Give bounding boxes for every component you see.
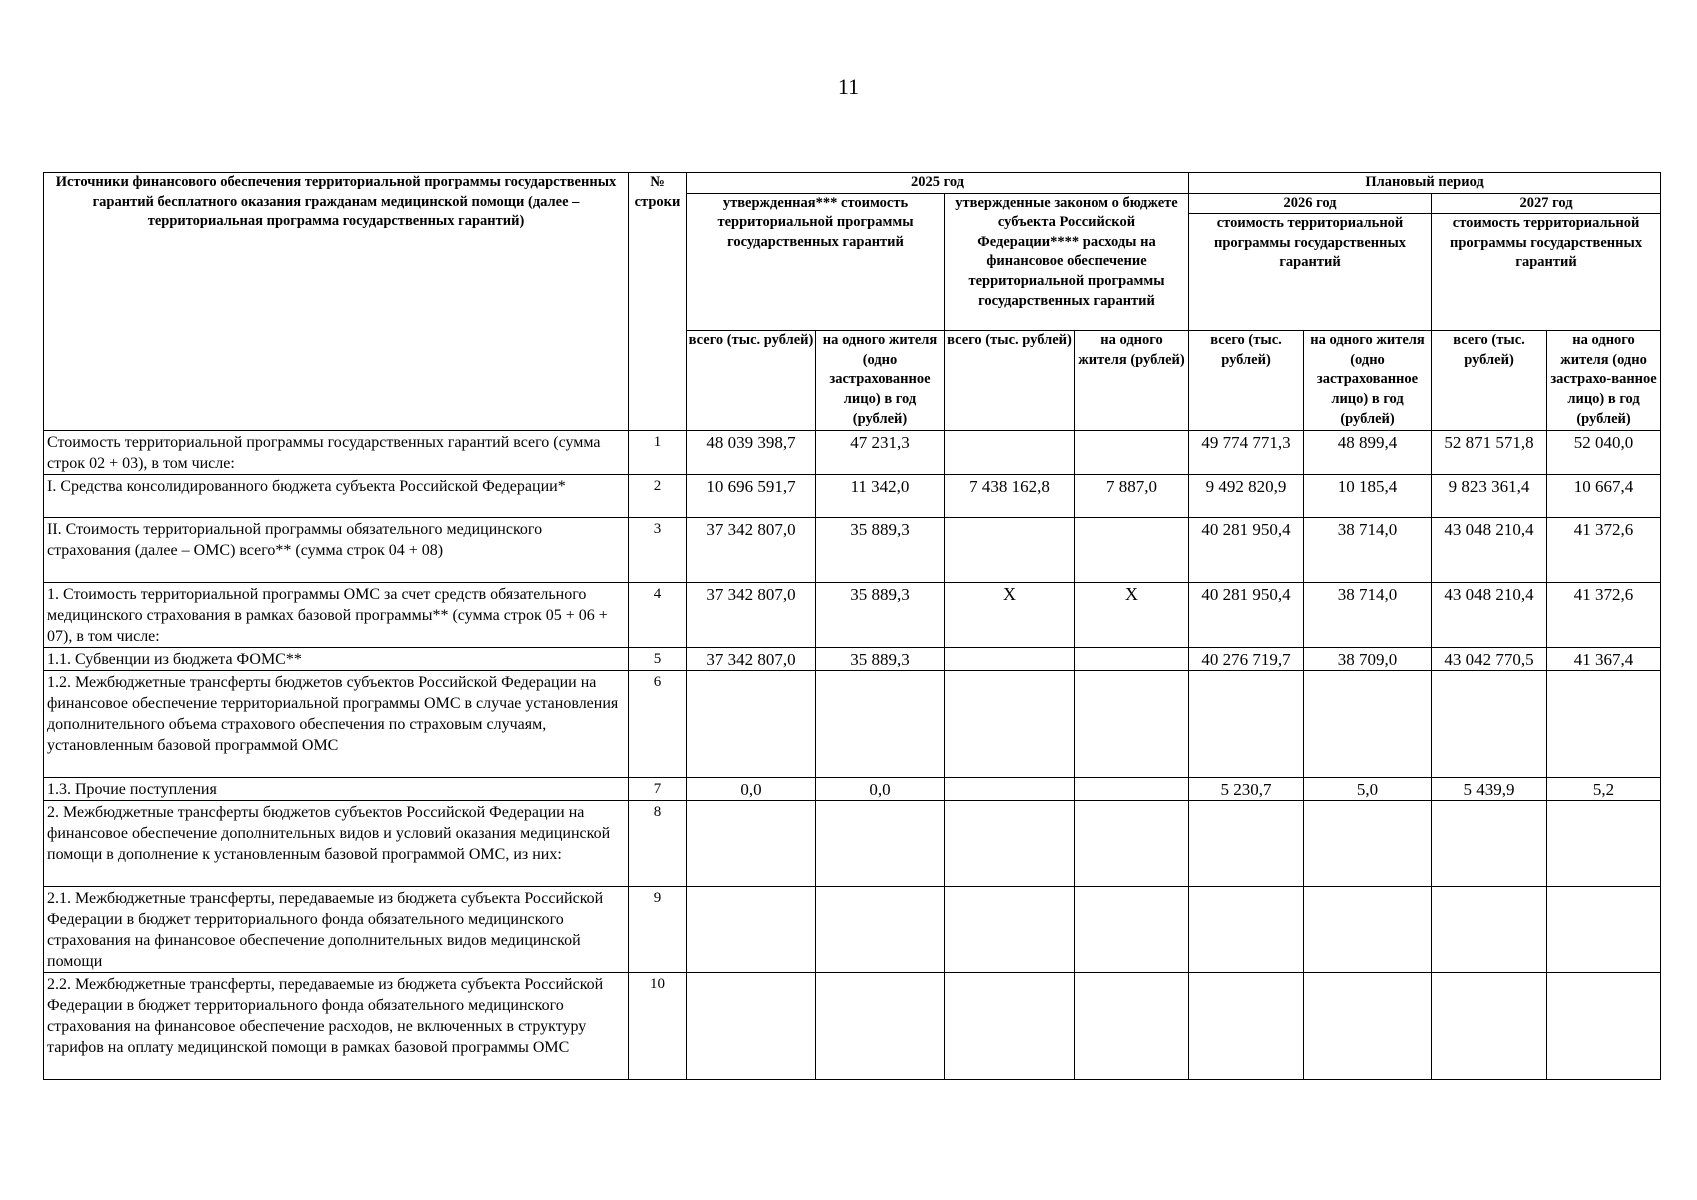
row-label: 1.3. Прочие поступления (44, 778, 629, 801)
header-approved-by-law: утвержденные законом о бюджете субъекта Российской Федерации**** расходы на финансовое обеспечение территориальной программы государственных гарантий (945, 193, 1189, 331)
value-per-insured-2026: 38 709,0 (1304, 648, 1432, 671)
value-total-2026 (1189, 973, 1304, 1080)
value-total-2025: 37 342 807,0 (687, 648, 816, 671)
value-per-insured-2026: 5,0 (1304, 778, 1432, 801)
table-row (44, 648, 1661, 671)
header-total-2026: всего (тыс. рублей) (1189, 331, 1304, 431)
row-label: 2.1. Межбюджетные трансферты, передаваемые из бюджета субъекта Российской Федерации в бюджет территориального фонда обязательного медицинского страхования на финансовое обеспечение дополнительных видов медицинской помощи (44, 887, 629, 973)
value-total-2027: 43 048 210,4 (1432, 518, 1547, 583)
header-approved-cost: утвержденная*** стоимость территориальной программы государственных гарантий (687, 193, 945, 331)
table-row (44, 801, 1661, 887)
value-total-2026: 40 281 950,4 (1189, 518, 1304, 583)
header-cost-2026: стоимость территориальной программы государственных гарантий (1189, 214, 1432, 331)
financing-table (43, 172, 1661, 1080)
value-total-2025: 37 342 807,0 (687, 518, 816, 583)
header-per-resident-law: на одного жителя (рублей) (1075, 331, 1189, 431)
row-number: 7 (629, 778, 687, 801)
value-total-2026 (1189, 671, 1304, 778)
table-row (44, 431, 1661, 475)
value-per-insured-2026 (1304, 973, 1432, 1080)
value-total-law: X (945, 583, 1075, 648)
header-per-insured-2025: на одного жителя (одно застрахованное лицо) в год (рублей) (816, 331, 945, 431)
value-per-insured-2027: 41 372,6 (1547, 518, 1661, 583)
row-label: 1.2. Межбюджетные трансферты бюджетов субъектов Российской Федерации на финансовое обеспечение территориальной программы ОМС в случае установления дополнительного объема страхового обеспечения по страховым случаям, установленным базовой программой ОМС (44, 671, 629, 778)
value-per-insured-2025: 35 889,3 (816, 583, 945, 648)
row-number: 3 (629, 518, 687, 583)
value-per-insured-2026: 38 714,0 (1304, 583, 1432, 648)
header-planning-period: Плановый период (1189, 173, 1661, 194)
value-per-resident-law (1075, 431, 1189, 475)
header-sources: Источники финансового обеспечения территориальной программы государственных гарантий бесплатного оказания гражданам медицинской помощи (далее – территориальная программа государственных гарантий) (44, 173, 629, 431)
header-total-law: всего (тыс. рублей) (945, 331, 1075, 431)
row-number: 10 (629, 973, 687, 1080)
value-total-law (945, 671, 1075, 778)
value-total-law (945, 801, 1075, 887)
table-row (44, 518, 1661, 583)
value-total-law (945, 973, 1075, 1080)
row-label: Стоимость территориальной программы государственных гарантий всего (сумма строк 02 + 03), в том числе: (44, 431, 629, 475)
value-total-2025: 37 342 807,0 (687, 583, 816, 648)
value-per-insured-2027: 41 367,4 (1547, 648, 1661, 671)
value-total-2026: 5 230,7 (1189, 778, 1304, 801)
value-per-insured-2027: 52 040,0 (1547, 431, 1661, 475)
value-per-insured-2025: 11 342,0 (816, 475, 945, 518)
value-per-insured-2025: 35 889,3 (816, 648, 945, 671)
value-total-2027: 52 871 571,8 (1432, 431, 1547, 475)
value-per-insured-2027: 5,2 (1547, 778, 1661, 801)
value-total-law (945, 431, 1075, 475)
row-number: 6 (629, 671, 687, 778)
value-per-insured-2027: 10 667,4 (1547, 475, 1661, 518)
value-total-2027 (1432, 671, 1547, 778)
header-row-number: № строки (629, 173, 687, 431)
table-row (44, 671, 1661, 778)
value-total-law (945, 648, 1075, 671)
value-total-2025 (687, 887, 816, 973)
table-row (44, 887, 1661, 973)
row-label: 1.1. Субвенции из бюджета ФОМС** (44, 648, 629, 671)
value-total-2025 (687, 801, 816, 887)
value-per-insured-2025 (816, 671, 945, 778)
value-total-law (945, 518, 1075, 583)
row-label: 2.2. Межбюджетные трансферты, передаваемые из бюджета субъекта Российской Федерации в бюджет территориального фонда обязательного медицинского страхования на финансовое обеспечение расходов, не включенных в структуру тарифов на оплату медицинской помощи в рамках базовой программы ОМС (44, 973, 629, 1080)
value-per-insured-2025: 35 889,3 (816, 518, 945, 583)
value-per-insured-2025 (816, 887, 945, 973)
value-total-law (945, 778, 1075, 801)
value-total-2026: 49 774 771,3 (1189, 431, 1304, 475)
value-per-insured-2027 (1547, 973, 1661, 1080)
value-total-2027 (1432, 887, 1547, 973)
value-total-2025: 10 696 591,7 (687, 475, 816, 518)
header-year-2026: 2026 год (1189, 193, 1432, 214)
header-year-2025: 2025 год (687, 173, 1189, 194)
row-number: 9 (629, 887, 687, 973)
row-number: 4 (629, 583, 687, 648)
value-total-2025: 48 039 398,7 (687, 431, 816, 475)
table-row (44, 973, 1661, 1080)
value-per-insured-2027 (1547, 887, 1661, 973)
value-per-insured-2025: 0,0 (816, 778, 945, 801)
value-per-resident-law (1075, 778, 1189, 801)
row-number: 8 (629, 801, 687, 887)
value-total-2026: 40 281 950,4 (1189, 583, 1304, 648)
value-per-insured-2027 (1547, 671, 1661, 778)
row-number: 5 (629, 648, 687, 671)
value-total-law (945, 887, 1075, 973)
value-per-resident-law (1075, 973, 1189, 1080)
value-per-resident-law (1075, 887, 1189, 973)
value-total-2027: 9 823 361,4 (1432, 475, 1547, 518)
value-per-insured-2026: 48 899,4 (1304, 431, 1432, 475)
value-per-insured-2026 (1304, 887, 1432, 973)
header-cost-2027: стоимость территориальной программы государственных гарантий (1432, 214, 1661, 331)
value-per-insured-2026 (1304, 671, 1432, 778)
value-per-insured-2025 (816, 973, 945, 1080)
page-number: 11 (837, 74, 860, 99)
header-year-2027: 2027 год (1432, 193, 1661, 214)
value-total-2025 (687, 973, 816, 1080)
header-total-2027: всего (тыс. рублей) (1432, 331, 1547, 431)
row-label: 1. Стоимость территориальной программы ОМС за счет средств обязательного медицинского страхования в рамках базовой программы** (сумма строк 05 + 06 + 07), в том числе: (44, 583, 629, 648)
value-total-2027: 5 439,9 (1432, 778, 1547, 801)
row-number: 1 (629, 431, 687, 475)
value-total-2025 (687, 671, 816, 778)
header-per-insured-2026: на одного жителя (одно застрахованное лицо) в год (рублей) (1304, 331, 1432, 431)
value-total-2026 (1189, 887, 1304, 973)
value-per-insured-2026: 10 185,4 (1304, 475, 1432, 518)
value-per-resident-law (1075, 648, 1189, 671)
value-per-insured-2025: 47 231,3 (816, 431, 945, 475)
table-row (44, 475, 1661, 518)
value-per-resident-law (1075, 518, 1189, 583)
value-total-2025: 0,0 (687, 778, 816, 801)
value-total-law: 7 438 162,8 (945, 475, 1075, 518)
value-per-insured-2027 (1547, 801, 1661, 887)
value-total-2026 (1189, 801, 1304, 887)
value-total-2027 (1432, 973, 1547, 1080)
value-per-insured-2026 (1304, 801, 1432, 887)
row-number: 2 (629, 475, 687, 518)
value-per-insured-2025 (816, 801, 945, 887)
header-per-insured-2027: на одного жителя (одно застрахо-ванное лицо) в год (рублей) (1547, 331, 1661, 431)
value-total-2026: 40 276 719,7 (1189, 648, 1304, 671)
value-per-insured-2027: 41 372,6 (1547, 583, 1661, 648)
value-per-resident-law (1075, 801, 1189, 887)
table-row (44, 778, 1661, 801)
value-per-resident-law: X (1075, 583, 1189, 648)
row-label: II. Стоимость территориальной программы обязательного медицинского страхования (далее – ОМС) всего** (сумма строк 04 + 08) (44, 518, 629, 583)
value-total-2026: 9 492 820,9 (1189, 475, 1304, 518)
value-per-insured-2026: 38 714,0 (1304, 518, 1432, 583)
value-total-2027: 43 048 210,4 (1432, 583, 1547, 648)
value-total-2027 (1432, 801, 1547, 887)
value-per-resident-law: 7 887,0 (1075, 475, 1189, 518)
row-label: I. Средства консолидированного бюджета субъекта Российской Федерации* (44, 475, 629, 518)
row-label: 2. Межбюджетные трансферты бюджетов субъектов Российской Федерации на финансовое обеспечение дополнительных видов и условий оказания медицинской помощи в дополнение к установленным базовой программой ОМС, из них: (44, 801, 629, 887)
table-row (44, 583, 1661, 648)
value-per-resident-law (1075, 671, 1189, 778)
header-total-2025: всего (тыс. рублей) (687, 331, 816, 431)
value-total-2027: 43 042 770,5 (1432, 648, 1547, 671)
